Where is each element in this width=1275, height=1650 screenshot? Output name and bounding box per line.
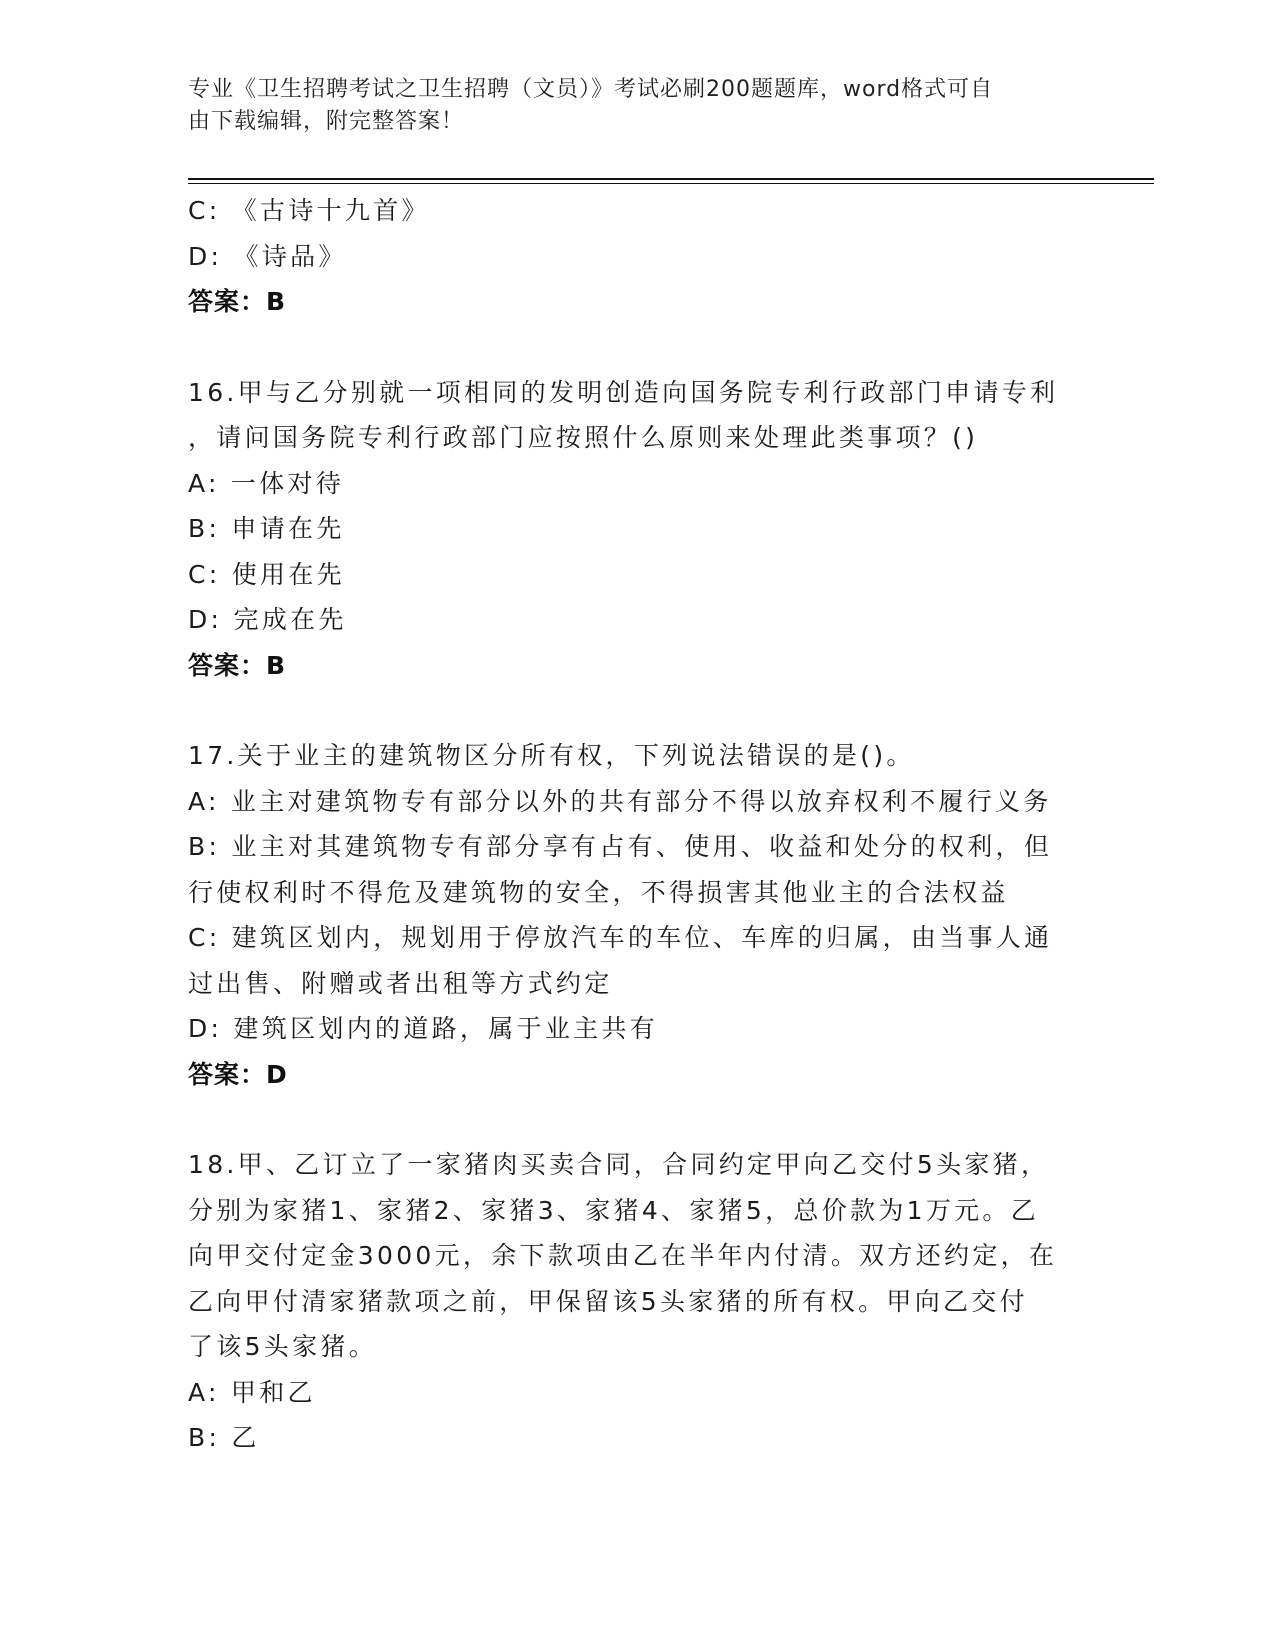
option-b: B: 业主对其建筑物专有部分享有占有、使用、收益和处分的权利，但 bbox=[188, 832, 1053, 861]
question-stem-line: 18.甲、乙订立了一家猪肉买卖合同，合同约定甲向乙交付5头家猪， bbox=[188, 1150, 1050, 1179]
question-15 bbox=[188, 188, 1078, 325]
question-18 bbox=[188, 1142, 1078, 1461]
page-header bbox=[188, 74, 1068, 138]
option-c-continued: 过出售、附赠或者出租等方式约定 bbox=[188, 968, 613, 998]
question-list bbox=[188, 188, 1078, 1461]
answer-label: 答案：D bbox=[188, 1059, 288, 1089]
option-d: D: 建筑区划内的道路，属于业主共有 bbox=[188, 1014, 659, 1043]
header-line-2: 由下载编辑，附完整答案！ bbox=[188, 109, 465, 134]
answer-label: 答案：B bbox=[188, 650, 287, 680]
document-page bbox=[188, 0, 1154, 1650]
question-stem-line: ，请问国务院专利行政部门应按照什么原则来处理此类事项？() bbox=[188, 423, 979, 452]
answer-label: 答案：B bbox=[188, 287, 287, 316]
option-c: C: 《古诗十九首》 bbox=[188, 196, 430, 225]
header-divider bbox=[188, 178, 1154, 184]
option-c: C: 建筑区划内，规划用于停放汽车的车位、车库的归属，由当事人通 bbox=[188, 923, 1053, 952]
option-b: B: 乙 bbox=[188, 1423, 260, 1452]
question-stem-line: 分别为家猪1、家猪2、家猪3、家猪4、家猪5，总价款为1万元。乙 bbox=[188, 1195, 1040, 1225]
option-c: C: 使用在先 bbox=[188, 559, 345, 589]
question-stem-line: 17.关于业主的建筑物区分所有权，下列说法错误的是()。 bbox=[188, 741, 915, 770]
question-stem-line: 16.甲与乙分别就一项相同的发明创造向国务院专利行政部门申请专利 bbox=[188, 377, 1059, 407]
question-stem-line: 了该5头家猪。 bbox=[188, 1332, 378, 1361]
question-17 bbox=[188, 733, 1078, 1097]
option-d: D: 《诗品》 bbox=[188, 241, 347, 271]
option-b: B: 申请在先 bbox=[188, 514, 345, 543]
option-a: A: 一体对待 bbox=[188, 468, 345, 498]
option-d: D: 完成在先 bbox=[188, 605, 347, 634]
question-stem-line: 向甲交付定金3000元，余下款项由乙在半年内付清。双方还约定，在 bbox=[188, 1241, 1058, 1270]
option-b-continued: 行使权利时不得危及建筑物的安全，不得损害其他业主的合法权益 bbox=[188, 877, 1009, 907]
header-line-1: 专业《卫生招聘考试之卫生招聘（文员）》考试必刷200题题库，word格式可自 bbox=[188, 77, 994, 102]
option-a: A: 业主对建筑物专有部分以外的共有部分不得以放弃权利不履行义务 bbox=[188, 786, 1052, 816]
question-stem-line: 乙向甲付清家猪款项之前，甲保留该5头家猪的所有权。甲向乙交付 bbox=[188, 1286, 1028, 1316]
option-a: A: 甲和乙 bbox=[188, 1377, 316, 1407]
question-16 bbox=[188, 370, 1078, 689]
